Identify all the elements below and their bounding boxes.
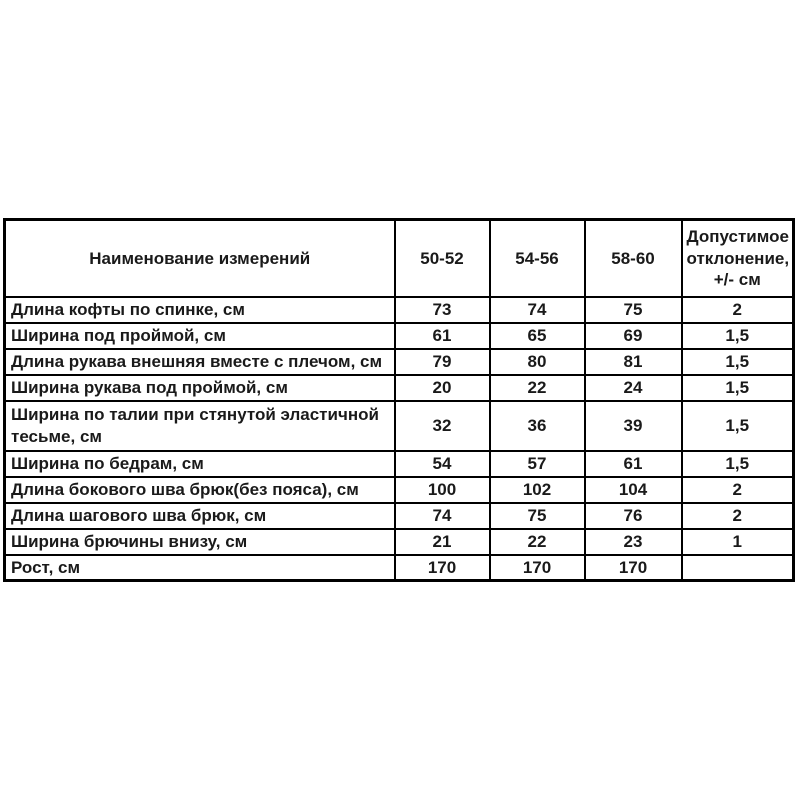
measurement-label: Ширина по бедрам, см bbox=[5, 451, 395, 477]
measurement-label: Ширина под проймой, см bbox=[5, 323, 395, 349]
table-row bbox=[5, 529, 794, 555]
value-cell: 74 bbox=[490, 297, 585, 323]
column-header-measurement-name: Наименование измерений bbox=[5, 220, 395, 297]
value-cell: 170 bbox=[585, 555, 682, 581]
measurement-label: Ширина брючины внизу, см bbox=[5, 529, 395, 555]
value-cell: 170 bbox=[395, 555, 490, 581]
value-cell: 76 bbox=[585, 503, 682, 529]
value-cell: 21 bbox=[395, 529, 490, 555]
table-row bbox=[5, 375, 794, 401]
measurement-label: Длина рукава внешняя вместе с плечом, см bbox=[5, 349, 395, 375]
deviation-cell: 1,5 bbox=[682, 451, 794, 477]
value-cell: 36 bbox=[490, 401, 585, 451]
measurement-label: Длина кофты по спинке, см bbox=[5, 297, 395, 323]
value-cell: 75 bbox=[585, 297, 682, 323]
value-cell: 22 bbox=[490, 375, 585, 401]
deviation-cell: 1,5 bbox=[682, 323, 794, 349]
measurement-label: Рост, см bbox=[5, 555, 395, 581]
column-header-size-54-56: 54-56 bbox=[490, 220, 585, 297]
value-cell: 73 bbox=[395, 297, 490, 323]
table-row bbox=[5, 323, 794, 349]
measurement-label: Ширина по талии при стянутой эластичной тесьме, см bbox=[5, 401, 395, 451]
table-row bbox=[5, 297, 794, 323]
value-cell: 39 bbox=[585, 401, 682, 451]
deviation-cell bbox=[682, 555, 794, 581]
deviation-cell: 1,5 bbox=[682, 349, 794, 375]
value-cell: 24 bbox=[585, 375, 682, 401]
value-cell: 81 bbox=[585, 349, 682, 375]
value-cell: 69 bbox=[585, 323, 682, 349]
table-row bbox=[5, 503, 794, 529]
measurement-label: Ширина рукава под проймой, см bbox=[5, 375, 395, 401]
value-cell: 57 bbox=[490, 451, 585, 477]
value-cell: 23 bbox=[585, 529, 682, 555]
measurement-label: Длина бокового шва брюк(без пояса), см bbox=[5, 477, 395, 503]
value-cell: 32 bbox=[395, 401, 490, 451]
table-row bbox=[5, 477, 794, 503]
value-cell: 22 bbox=[490, 529, 585, 555]
value-cell: 61 bbox=[395, 323, 490, 349]
deviation-cell: 2 bbox=[682, 477, 794, 503]
value-cell: 80 bbox=[490, 349, 585, 375]
deviation-cell: 1,5 bbox=[682, 375, 794, 401]
value-cell: 75 bbox=[490, 503, 585, 529]
deviation-cell: 1,5 bbox=[682, 401, 794, 451]
table-row bbox=[5, 401, 794, 451]
value-cell: 20 bbox=[395, 375, 490, 401]
value-cell: 102 bbox=[490, 477, 585, 503]
column-header-size-58-60: 58-60 bbox=[585, 220, 682, 297]
value-cell: 54 bbox=[395, 451, 490, 477]
measurement-label: Длина шагового шва брюк, см bbox=[5, 503, 395, 529]
deviation-cell: 2 bbox=[682, 503, 794, 529]
table-row bbox=[5, 555, 794, 581]
table-row bbox=[5, 451, 794, 477]
value-cell: 104 bbox=[585, 477, 682, 503]
column-header-size-50-52: 50-52 bbox=[395, 220, 490, 297]
value-cell: 170 bbox=[490, 555, 585, 581]
table-header-row bbox=[5, 220, 794, 297]
value-cell: 74 bbox=[395, 503, 490, 529]
size-chart-table bbox=[3, 218, 795, 582]
value-cell: 79 bbox=[395, 349, 490, 375]
value-cell: 65 bbox=[490, 323, 585, 349]
table-row bbox=[5, 349, 794, 375]
deviation-cell: 1 bbox=[682, 529, 794, 555]
value-cell: 61 bbox=[585, 451, 682, 477]
deviation-cell: 2 bbox=[682, 297, 794, 323]
value-cell: 100 bbox=[395, 477, 490, 503]
column-header-deviation: Допустимое отклонение, +/- см bbox=[682, 220, 794, 297]
